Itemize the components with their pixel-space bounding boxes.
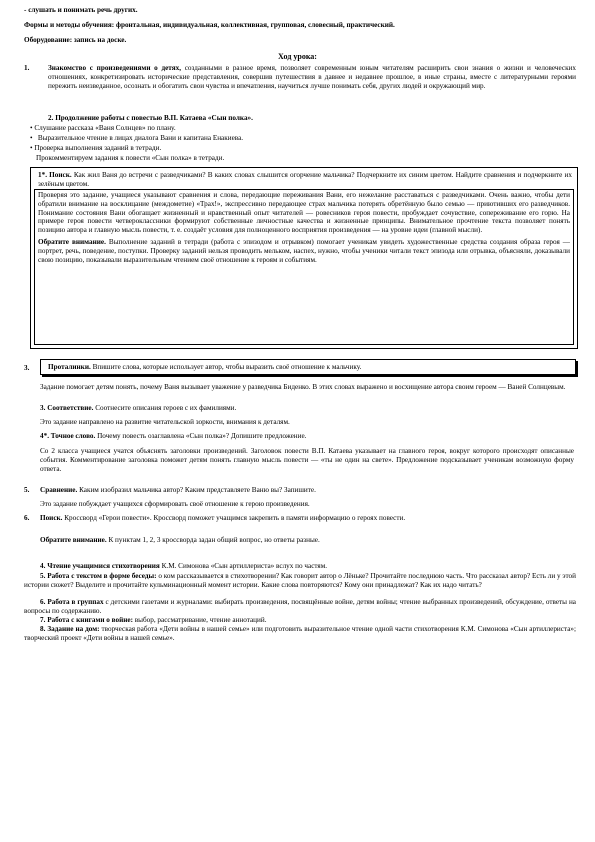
part-4-text: К.М. Симонова «Сын артиллериста» вслух по частям. bbox=[159, 562, 328, 570]
section-1-text: созданными в разное время, позволяет современным юным читателям расширить свои знания о жизни и человеческих отношениях, конкретизировать исторические представления, совершив путешествия в давнее и недавнее прошлое, в иные страны, вместе с литературными героями пережить неизведанное, осознать и обогатить свои чувства и впечатления, научиться лучше понимать себя, других людей и окружающий мир. bbox=[48, 64, 577, 90]
task-1-question bbox=[38, 171, 572, 189]
task-3-note: Это задание направлено на развитие читательской зоркости, внимания к деталям. bbox=[40, 418, 290, 426]
section-3-lead: Проталинки. bbox=[48, 363, 91, 371]
section-3-note bbox=[40, 383, 574, 392]
section-3-number: 3. bbox=[24, 364, 30, 372]
bullet-1-text: Слушание рассказа «Ваня Солнцев» по плану. bbox=[34, 124, 176, 132]
equipment-line bbox=[24, 36, 584, 45]
section-2-title: 2. Продолжение работы с повестью В.П. Катаева «Сын полка». bbox=[48, 114, 253, 122]
lesson-title: Ход урока: bbox=[278, 52, 317, 61]
bullet-3-text: Проверка выполнения заданий в тетради. bbox=[34, 144, 162, 152]
section-5-number: 5. bbox=[24, 486, 30, 494]
task-1-explanation-text: Проверяя это задание, учащиеся указывают сравнения и слова, передающие переживания Вани, его нежелание расставаться с разведчиками. Очень важно, чтобы дети обратили внимание на восклицание (междометие) «Трах!», экспрессивно передающее страх мальчика потерять обретённую было семью — приютивших его разведчиков. Понимание состояния Вани обогащает жизненный и нравственный опыт читателей — ровесников героя повести, пробуждает сочувствие, сопереживание его горю. На примере героя повести четвероклассники формируют собственные личностные качества и жизненные принципы. Внимательное прочтение текста позволяет понять позицию автора и главную мысль повести, т. е. создаёт условия для полноценного восприятия произведения — на уровне идеи (главной мысли). bbox=[38, 191, 570, 235]
part-8-lead: 8. Задание на дом: bbox=[40, 625, 100, 633]
bullet-2: • Выразительное чтение в лицах диалога Вани и капитана Енакиева. bbox=[30, 134, 244, 142]
part-4-lead: 4. Чтение учащимися стихотворения bbox=[40, 562, 160, 570]
section-6-attention-text: К пунктам 1, 2, 3 кроссворда задан общий вопрос, но ответы разные. bbox=[106, 536, 320, 544]
section-1-number: 1. bbox=[24, 64, 30, 72]
section-1-paragraph bbox=[48, 64, 576, 90]
section-5-text: Каким изобразил мальчика автор? Каким представляете Ваню вы? Запишите. bbox=[77, 486, 316, 494]
task-3-text: Соотнесите описания героев с их фамилиями. bbox=[93, 404, 237, 412]
section-1-lead: Знакомство с произведениями о детях, bbox=[48, 64, 182, 72]
part-8-text: творческая работа «Дети войны в нашей семье» или подготовить выразительное чтение одной части стихотворения К.М. Симонова «Сын артиллериста»; творческий проект «Дети войны в нашей семье». bbox=[24, 625, 576, 642]
goal-line: - слушать и понимать речь других. bbox=[24, 6, 138, 14]
part-7-lead: 7. Работа с книгами о войне: bbox=[40, 616, 133, 624]
section-5-note: Это задание побуждает учащихся сформировать своё отношение к герою произведения. bbox=[40, 500, 310, 508]
section-3-note-text: Задание помогает детям понять, почему Ваня вызывает уважение у разведчика Биденко. В этих словах выражено и восхищение автора своим героем — Ваней Солнцевым. bbox=[40, 383, 566, 391]
part-7-line bbox=[40, 616, 595, 625]
part-5-text: о ком рассказывается в стихотворении? Как говорит автор о Лёньке? Прочитайте последнюю часть. Что рассказал автор? Есть ли у этой истории сюжет? Выделите и прочитайте кульминационный момент истории. Какие слова повторяются? Кому они принадлежат? Как их надо читать? bbox=[24, 572, 576, 589]
forms-text: фронтальная, индивидуальная, коллективная, групповая, словесный, практический. bbox=[114, 21, 395, 29]
bullet-3: • Проверка выполнения заданий в тетради. bbox=[30, 144, 162, 152]
task-4-lead: 4*. Точное слово. bbox=[40, 432, 96, 440]
part-6-text: с детскими газетами и журналами: выбирать произведения, посвящённые войне, детям войны; чтение выбранных произведений, обсуждение, ответы на вопросы по содержанию. bbox=[24, 598, 576, 615]
forms-line bbox=[24, 21, 584, 30]
section-5-line bbox=[40, 486, 595, 495]
bullet-2-text: Выразительное чтение в лицах диалога Вани и капитана Енакиева. bbox=[37, 134, 244, 142]
task-4-line bbox=[40, 432, 595, 441]
section-6-attention-lead: Обратите внимание. bbox=[40, 536, 107, 544]
part-5-lead: 5. Работа с текстом в форме беседы: bbox=[40, 572, 157, 580]
section-3-line bbox=[48, 363, 572, 372]
forms-label: Формы и методы обучения: bbox=[24, 21, 115, 29]
task-4-note bbox=[40, 447, 574, 473]
section-6-attention bbox=[40, 536, 595, 545]
task-1-attention-lead: Обратите внимание. bbox=[38, 237, 106, 246]
section-6-lead: Поиск. bbox=[40, 514, 63, 522]
section-2-comment: Прокомментируем задания к повести «Сын полка» в тетради. bbox=[36, 154, 225, 162]
part-4-line bbox=[40, 562, 595, 571]
task-1-lead: 1*. Поиск. bbox=[38, 171, 72, 179]
task-3-line bbox=[40, 404, 595, 413]
task-3-lead: 3. Соответствие. bbox=[40, 404, 94, 412]
part-6-lead: 6. Работа в группах bbox=[40, 598, 104, 606]
section-3-text: Впишите слова, которые использует автор, чтобы выразить своё отношение к мальчику. bbox=[90, 363, 362, 371]
equipment-text: запись на доске. bbox=[72, 36, 127, 44]
section-6-text: Кроссворд «Герои повести». Кроссворд поможет учащимся закрепить в памяти информацию о героях повести. bbox=[62, 514, 406, 522]
part-6-paragraph bbox=[24, 598, 576, 616]
equipment-label: Оборудование: bbox=[24, 36, 73, 44]
part-5-paragraph bbox=[24, 572, 576, 590]
task-4-note-text: Со 2 класса учащиеся учатся объяснять заголовки произведений. Заголовок повести В.П. Катаева указывает на главного героя, вокруг которого происходят описанные события. Комментирование заголовка поможет детям понять главную мысль повести — «ты не один на свете». Предложение подсказывает ученикам возможную форму ответа. bbox=[40, 447, 574, 473]
task-1-attention-text: Выполнение заданий в тетради (работа с эпизодом и отрывком) помогает ученикам увидеть художественные средства создания образа героя — портрет, речь, поведение, поступки. Проверку заданий нельзя проводить мельком, наспех, нужно, чтобы ученики читали текст эпизода или отрывка, объясняли, доказывали свою позицию, показывали выразительным чтением своё отношение к героям и событиям. bbox=[38, 237, 570, 264]
part-8-paragraph bbox=[24, 625, 576, 643]
section-6-paragraph bbox=[40, 514, 574, 523]
section-6-number: 6. bbox=[24, 514, 30, 522]
task-4-text: Почему повесть озаглавлена «Сын полка»? Допишите предложение. bbox=[95, 432, 307, 440]
section-5-lead: Сравнение. bbox=[40, 486, 78, 494]
task-1-explanation bbox=[38, 191, 570, 264]
part-7-text: выбор, рассматривание, чтение аннотаций. bbox=[132, 616, 267, 624]
task-1-text: Как жил Ваня до встречи с разведчиками? В каких словах слышится огорчение мальчика? Подчеркните их синим цветом. Найдите сравнения и подчеркните их зелёным цветом. bbox=[38, 171, 572, 188]
bullet-1: • Слушание рассказа «Ваня Солнцев» по плану. bbox=[30, 124, 176, 132]
